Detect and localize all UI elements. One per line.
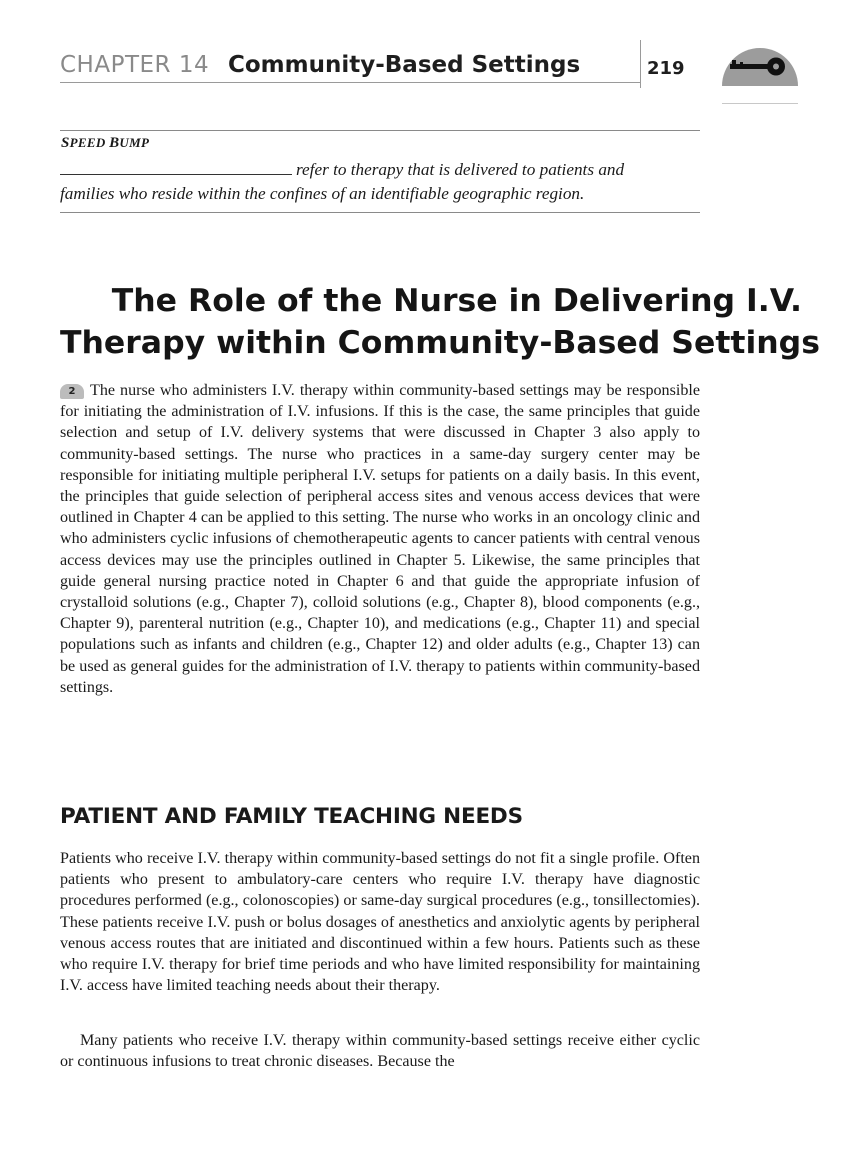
paragraph-1-text: The nurse who administers I.V. therapy within community-based settings may be responsible for initiating the administration of I.V. infusions. If this is the case, the same principles that guide selection and setup of I.V. delivery systems that were discussed in Chapter 3 also apply to community-based settings. The nurse who practices in a same-day surgery center may be responsible for initiating multiple peripheral I.V. setups for patients on a daily basis. In this event, the principles that guide selection of peripheral access sites and venous access devices that were outlined in Chapter 4 can be applied to this setting. The nurse who works in an oncology clinic and who administers cyclic infusions of chemotherapeutic agents to cancer patients with central venous access devices may use the principles outlined in Chapter 5. Likewise, the same principles that guide general nursing practice noted in Chapter 6 and that guide the appropriate infusion of crystalloid solutions (e.g., Chapter 7), colloid solutions (e.g., Chapter 8), blood components (e.g., Chapter 9), parenteral nutrition (e.g., Chapter 10), and medications (e.g., Chapter 11) and special populations such as infants and children (e.g., Chapter 12) and older adults (e.g., Chapter 13) can be used as general guides for the administration of I.V. therapy to patients within community-based settings. [60,382,700,696]
paragraph-3 [60,1030,700,1072]
speed-bump-question [60,158,700,206]
speed-bump-line-2: families who reside within the confines of an identifiable geographic region. [60,184,585,203]
speed-bump-bottom-rule [60,212,700,213]
chapter-label: CHAPTER 14 [60,52,210,78]
paragraph-2-text: Patients who receive I.V. therapy within community-based settings do not fit a single profile. Often patients who present to ambulatory-care centers who require I.V. therapy have diagnostic procedures performed (e.g., colonoscopies) or same-day surgical procedures (e.g., tonsillectomies). These patients receive I.V. push or bolus dosages of anesthetics and anxiolytic agents by peripheral venous access routes that are initiated and discontinued within a few hours. Patients such as these who require I.V. therapy for brief time periods and who have limited responsibility for maintaining I.V. access have limited teaching needs about their therapy. [60,850,700,995]
paragraph-2 [60,848,700,996]
key-rule [722,103,798,104]
header-rule [60,82,640,83]
fill-in-blank [60,160,292,175]
paragraph-3-text: Many patients who receive I.V. therapy within community-based settings receive either cyclic or continuous infusions to treat chronic diseases. Because the [60,1032,700,1071]
speed-bump-label: SPEED BUMP [61,135,150,151]
paragraph-1 [60,380,700,698]
header-divider [640,40,641,88]
key-icon [718,40,802,86]
chapter-title: Community-Based Settings [228,52,581,78]
section-heading: PATIENT AND FAMILY TEACHING NEEDS [60,804,523,829]
speed-bump-top-rule [60,130,700,131]
speed-bump-line-1: refer to therapy that is delivered to patients and [60,158,700,182]
section-title [60,280,820,364]
page-number: 219 [647,58,685,79]
title-line-1: The Role of the Nurse in Delivering I.V. [111,283,802,319]
title-line-2: Therapy within Community-Based Settings [60,325,820,361]
running-header [60,52,640,84]
objective-badge: 2 [60,384,84,399]
